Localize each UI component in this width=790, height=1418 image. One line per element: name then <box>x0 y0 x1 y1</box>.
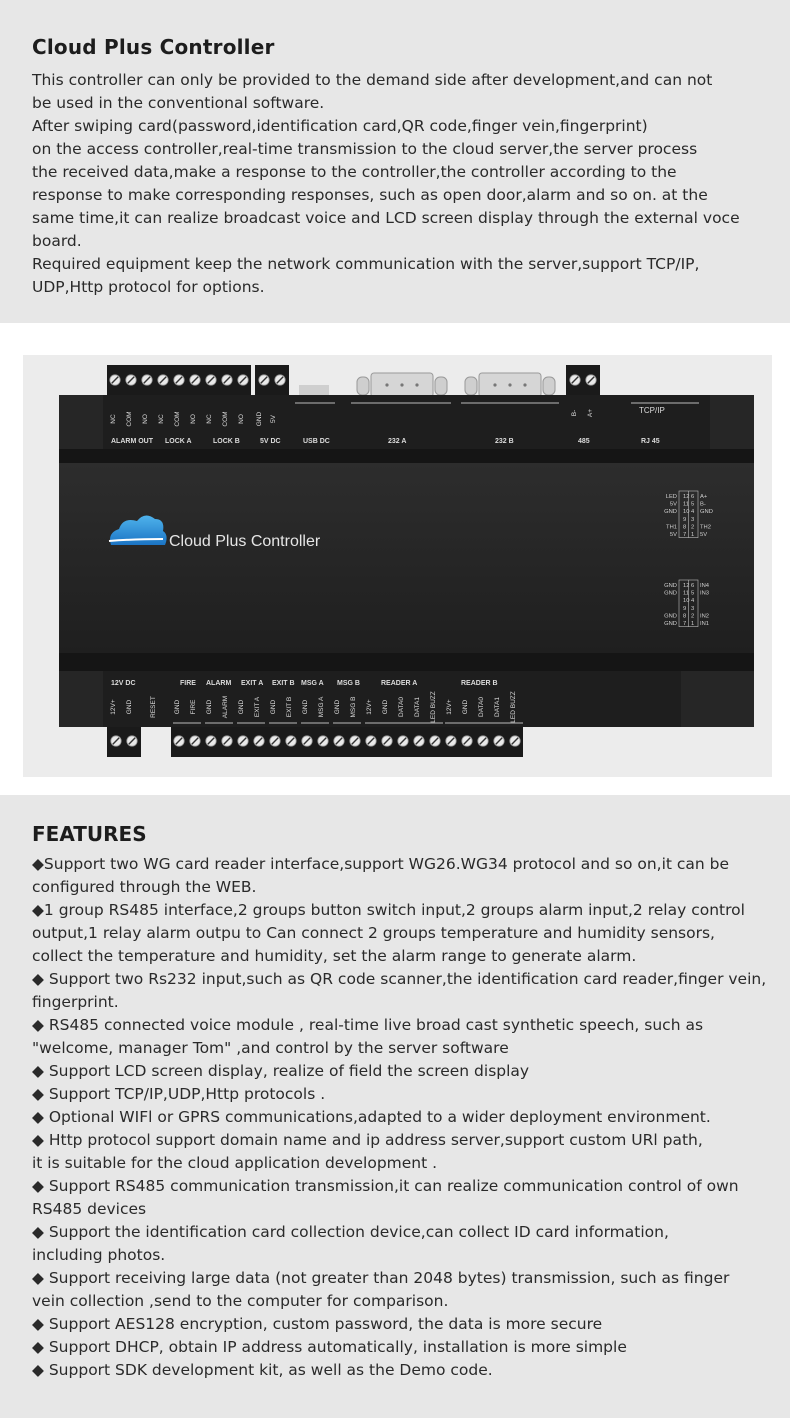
feature-line: "welcome, manager Tom" ,and control by the server software <box>32 1039 509 1057</box>
pin-table-cell: 4 <box>691 509 695 516</box>
pin-table-cell: GND <box>664 613 677 620</box>
bottom-pin-label: GND <box>270 699 277 715</box>
pin-table-cell: 1 <box>691 621 695 627</box>
terminal-screw-icon <box>494 736 504 746</box>
feature-line: configured through the WEB. <box>32 878 257 896</box>
pin-table-cell: A+ <box>700 494 708 500</box>
top-pin-label: GND <box>256 411 263 427</box>
bottom-port-group-label: MSG A <box>301 680 324 687</box>
center-panel <box>59 463 754 653</box>
pin-table-cell: 5V <box>700 532 708 538</box>
pin-table-cell: TH1 <box>666 524 677 531</box>
intro-line: the received data,make a response to the controller,the controller according to the <box>32 163 677 181</box>
top-port-group-label: USB DC <box>303 438 330 445</box>
top-pin-label: COM <box>126 411 133 427</box>
feature-line: ◆ RS485 connected voice module , real-time live broad cast synthetic speech, such as <box>32 1016 704 1034</box>
bottom-pin-label: LED BUZZ <box>430 691 437 723</box>
feature-line: including photos. <box>32 1246 166 1264</box>
feature-line: vein collection ,send to the computer for comparison. <box>32 1292 449 1310</box>
pin-table-cell: IN1 <box>700 621 710 627</box>
pin-table-cell: 8 <box>683 524 687 531</box>
pin-table-cell: 3 <box>691 516 695 523</box>
bottom-pin-label: MSG A <box>318 696 325 718</box>
pin-table-cell: GND <box>664 590 677 597</box>
bottom-pin-label: 12V+ <box>446 699 453 715</box>
top-flange-right <box>710 395 754 449</box>
pin-table-cell: 11 <box>683 590 690 597</box>
bottom-pin-label: GND <box>334 699 341 715</box>
bottom-pin-label: MSG B <box>350 696 357 718</box>
bottom-terminal-blocks <box>107 727 523 757</box>
intro-line: After swiping card(password,identification card,QR code,finger vein,fingerprint) <box>32 117 648 135</box>
terminal-screw-icon <box>174 375 184 385</box>
top-port-group-label: RJ 45 <box>641 438 660 445</box>
bottom-pin-label: DATA0 <box>478 697 485 717</box>
terminal-screw-icon <box>275 375 285 385</box>
top-port-group-label: 232 A <box>388 438 407 445</box>
pin-table-cell: 4 <box>691 598 695 605</box>
bottom-flange-left <box>59 671 103 727</box>
intro-line: Required equipment keep the network communication with the server,support TCP/IP, <box>32 255 700 273</box>
terminal-screw-icon <box>510 736 520 746</box>
terminal-screw-icon <box>302 736 312 746</box>
feature-line: ◆ Support the identification card collection device,can collect ID card information, <box>32 1223 669 1241</box>
pin-table-cell: 2 <box>691 524 695 531</box>
pin-table-cell: 8 <box>683 613 687 620</box>
pin-table-cell: 5 <box>691 501 695 508</box>
top-pin-label: COM <box>174 411 181 427</box>
feature-line: ◆ Support AES128 encryption, custom password, the data is more secure <box>32 1315 603 1333</box>
top-terminal-blocks <box>107 365 600 397</box>
db9-port-b <box>465 373 555 397</box>
pin-table-cell: 5V <box>669 501 677 508</box>
product-image-section <box>0 323 790 795</box>
pin-table-cell: 5 <box>691 590 695 597</box>
terminal-screw-icon <box>259 375 269 385</box>
rs485-pin-label: A+ <box>587 408 594 418</box>
pin-table-cell: IN3 <box>700 590 710 597</box>
terminal-screw-icon <box>430 736 440 746</box>
features-title: FEATURES <box>32 822 147 846</box>
terminal-screw-icon <box>222 736 232 746</box>
feature-line: ◆ Http protocol support domain name and ip address server,support custom URl path, <box>32 1131 703 1149</box>
bottom-pin-label: ALARM <box>222 695 229 719</box>
terminal-screw-icon <box>286 736 296 746</box>
terminal-screw-icon <box>334 736 344 746</box>
bottom-pin-label: DATA0 <box>398 697 405 717</box>
feature-line: output,1 relay alarm outpu to Can connect 2 groups temperature and humidity sensors, <box>32 924 715 942</box>
pin-table-cell: B- <box>700 501 706 508</box>
rs485-pin-label: B- <box>571 409 578 417</box>
pin-table-cell: 7 <box>683 621 687 627</box>
feature-line: ◆ Optional WIFl or GPRS communications,adapted to a wider deployment environment. <box>32 1108 711 1126</box>
bottom-pin-label: GND <box>238 699 245 715</box>
feature-line: ◆ Support DHCP, obtain IP address automatically, installation is more simple <box>32 1338 627 1356</box>
features-section <box>0 795 790 1418</box>
pin-table-cell: IN2 <box>700 613 710 620</box>
bottom-pin-label: GND <box>206 699 213 715</box>
bottom-pin-label: EXIT A <box>254 696 261 718</box>
top-port-group-label: 232 B <box>495 438 514 445</box>
terminal-screw-icon <box>142 375 152 385</box>
pin-table-cell: TH2 <box>700 524 711 531</box>
bottom-port-group-label: MSG B <box>337 680 360 687</box>
product-photo <box>23 355 772 777</box>
terminal-screw-icon <box>318 736 328 746</box>
top-pin-label: 5V <box>270 415 277 423</box>
usb-port <box>299 385 329 395</box>
bottom-port-group-label: READER A <box>381 680 418 687</box>
bottom-pin-label: GND <box>462 699 469 715</box>
feature-line: ◆ Support receiving large data (not greater than 2048 bytes) transmission, such as finger <box>32 1269 730 1287</box>
terminal-screw-icon <box>350 736 360 746</box>
bottom-port-group-label: ALARM <box>206 680 232 687</box>
controller-device-image <box>23 355 772 777</box>
top-pin-label: NO <box>190 414 197 424</box>
terminal-screw-icon <box>190 375 200 385</box>
pin-table-cell: GND <box>664 509 677 516</box>
terminal-screw-icon <box>462 736 472 746</box>
top-port-group-label: 5V DC <box>260 438 281 445</box>
feature-line: ◆ Support SDK development kit, as well as the Demo code. <box>32 1361 493 1379</box>
intro-section <box>0 0 790 323</box>
pin-table-cell: IN4 <box>700 583 710 589</box>
lower-groove <box>59 653 754 671</box>
feature-line: ◆ Support RS485 communication transmission,it can realize communication control of own <box>32 1177 739 1195</box>
bottom-pin-label: GND <box>382 699 389 715</box>
terminal-screw-icon <box>174 736 184 746</box>
pin-table-cell: 12 <box>683 583 690 589</box>
intro-paragraph <box>32 69 782 299</box>
top-pin-label: NC <box>110 414 117 424</box>
terminal-screw-icon <box>238 375 248 385</box>
top-pin-label: NO <box>142 414 149 424</box>
terminal-screw-icon <box>382 736 392 746</box>
top-port-group-label: 485 <box>578 438 590 445</box>
terminal-screw-icon <box>238 736 248 746</box>
reset-label: RESET <box>150 696 157 718</box>
pin-table-cell: 11 <box>683 501 690 508</box>
feature-line: collect the temperature and humidity, set the alarm range to generate alarm. <box>32 947 637 965</box>
pin-table-cell: 10 <box>683 598 690 605</box>
feature-line: ◆ Support LCD screen display, realize of field the screen display <box>32 1062 530 1080</box>
page-title: Cloud Plus Controller <box>32 35 275 59</box>
pin-table-cell: 6 <box>691 583 695 589</box>
features-list <box>32 853 782 1382</box>
terminal-screw-icon <box>570 375 580 385</box>
terminal-screw-icon <box>110 375 120 385</box>
bottom-pin-label: DATA1 <box>494 697 501 717</box>
bottom-pin-label: FIRE <box>190 699 197 715</box>
bottom-port-group-label: EXIT A <box>241 680 264 687</box>
intro-line: response to make corresponding responses, such as open door,alarm and so on. at the <box>32 186 708 204</box>
bottom-port-group-label: EXIT B <box>272 680 295 687</box>
feature-line: ◆ Support two Rs232 input,such as QR code scanner,the identification card reader,finger vein, <box>32 970 767 988</box>
bottom-pin-label: GND <box>302 699 309 715</box>
terminal-screw-icon <box>206 375 216 385</box>
top-port-group-label: LOCK A <box>165 438 192 445</box>
pin-table-cell: 9 <box>683 605 687 612</box>
feature-line: fingerprint. <box>32 993 119 1011</box>
intro-line: This controller can only be provided to the demand side after development,and can not <box>32 71 713 89</box>
bottom-port-group-label: READER B <box>461 680 498 687</box>
pin-table-cell: GND <box>664 621 677 627</box>
pin-table-cell: 6 <box>691 494 695 500</box>
top-pin-label: NO <box>238 414 245 424</box>
terminal-screw-icon <box>111 736 121 746</box>
power-pin-label: GND <box>126 699 133 715</box>
tcp-ip-label: TCP/IP <box>639 406 665 415</box>
top-pin-label: NC <box>206 414 213 424</box>
pin-table-cell: 1 <box>691 532 695 538</box>
pin-table-cell: GND <box>700 509 713 516</box>
feature-line: it is suitable for the cloud application development . <box>32 1154 438 1172</box>
top-flange-left <box>59 395 103 449</box>
terminal-screw-icon <box>126 375 136 385</box>
top-pin-label: NC <box>158 414 165 424</box>
pin-table-cell: 12 <box>683 494 690 500</box>
feature-line: ◆1 group RS485 interface,2 groups button switch input,2 groups alarm input,2 relay control <box>32 901 745 919</box>
terminal-screw-icon <box>366 736 376 746</box>
terminal-screw-icon <box>478 736 488 746</box>
terminal-screw-icon <box>446 736 456 746</box>
bottom-pin-label: DATA1 <box>414 697 421 717</box>
terminal-screw-icon <box>127 736 137 746</box>
power-pin-label: 12V+ <box>110 699 117 715</box>
pin-table-cell: 9 <box>683 516 687 523</box>
pin-table-cell: 10 <box>683 509 690 516</box>
intro-line: be used in the conventional software. <box>32 94 325 112</box>
bottom-flange-right <box>681 671 754 727</box>
terminal-screw-icon <box>270 736 280 746</box>
feature-line: RS485 devices <box>32 1200 147 1218</box>
pin-table-cell: 7 <box>683 532 687 538</box>
pin-table-cell: LED <box>665 494 677 500</box>
terminal-screw-icon <box>222 375 232 385</box>
terminal-screw-icon <box>254 736 264 746</box>
terminal-screw-icon <box>206 736 216 746</box>
bottom-pin-label: EXIT B <box>286 696 293 718</box>
db9-port-a <box>357 373 447 397</box>
top-port-group-label: LOCK B <box>213 438 240 445</box>
bottom-pin-label: GND <box>174 699 181 715</box>
intro-line: UDP,Http protocol for options. <box>32 278 265 296</box>
top-pin-label: COM <box>222 411 229 427</box>
bottom-port-group-label: FIRE <box>180 680 196 687</box>
terminal-screw-icon <box>190 736 200 746</box>
pin-table-cell: 2 <box>691 613 695 620</box>
top-port-group-label: ALARM OUT <box>111 438 153 445</box>
bottom-pin-label: 12V+ <box>366 699 373 715</box>
device-brand-label: Cloud Plus Controller <box>169 533 321 550</box>
feature-line: ◆ Support TCP/IP,UDP,Http protocols . <box>32 1085 326 1103</box>
terminal-screw-icon <box>398 736 408 746</box>
intro-line: on the access controller,real-time transmission to the cloud server,the server process <box>32 140 698 158</box>
upper-groove <box>59 449 754 463</box>
bottom-pin-label: LED BUZZ <box>510 691 517 723</box>
terminal-screw-icon <box>414 736 424 746</box>
pin-table-cell: 5V <box>669 532 677 538</box>
pin-table-cell: GND <box>664 583 677 589</box>
terminal-screw-icon <box>586 375 596 385</box>
intro-line: board. <box>32 232 82 250</box>
pin-table-cell: 3 <box>691 605 695 612</box>
terminal-screw-icon <box>158 375 168 385</box>
feature-line: ◆Support two WG card reader interface,support WG26.WG34 protocol and so on,it can be <box>32 855 730 873</box>
intro-line: same time,it can realize broadcast voice and LCD screen display through the external voce <box>32 209 740 227</box>
bottom-port-group-label: 12V DC <box>111 680 136 687</box>
